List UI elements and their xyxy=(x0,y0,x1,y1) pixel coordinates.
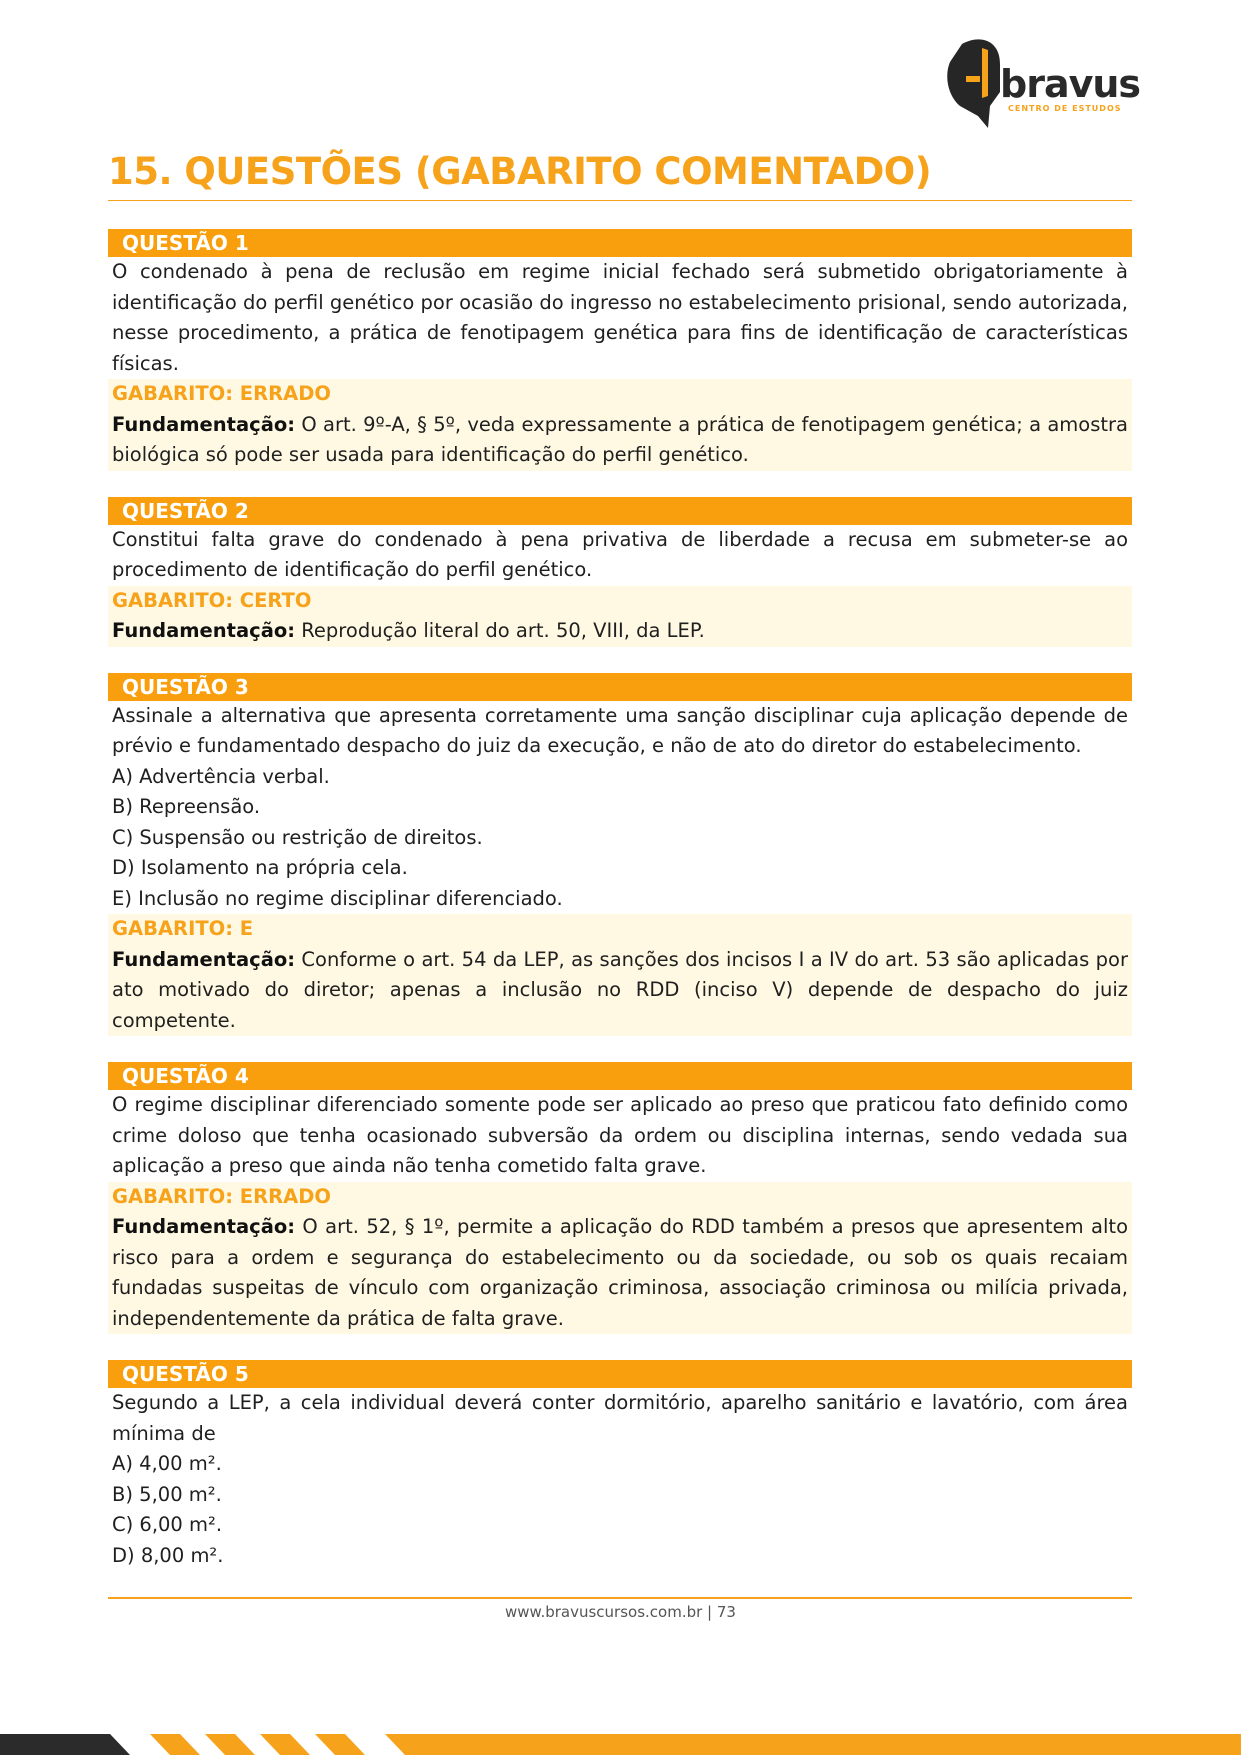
option-a: A) Advertência verbal. xyxy=(112,764,330,788)
answer-label: GABARITO: ERRADO xyxy=(112,1184,331,1208)
option-c: C) 6,00 m². xyxy=(112,1513,223,1537)
option-a: A) 4,00 m². xyxy=(112,1452,222,1476)
footer-text: www.bravuscursos.com.br | 73 xyxy=(505,1603,736,1621)
answer-label: GABARITO: CERTO xyxy=(112,588,312,612)
option-b: B) Repreensão. xyxy=(112,795,261,819)
basis-label: Fundamentação: xyxy=(112,412,296,436)
options-list xyxy=(108,762,1132,915)
question-text: Constitui falta grave do condenado à pena privativa de liberdade a recusa em submeter-se ao procedimento de identificação do perfil genético. xyxy=(112,527,1128,582)
document-body xyxy=(108,150,1132,1571)
decorative-stripe-band xyxy=(0,1726,1241,1755)
question-text: O regime disciplinar diferenciado somente pode ser aplicado ao preso que praticou fato definido como crime doloso que tenha ocasionado subversão da ordem ou disciplina internas, sendo vedada sua aplicação a preso que ainda não tenha cometido falta grave. xyxy=(112,1093,1128,1178)
basis-body: O art. 52, § 1º, permite a aplicação do RDD também a presos que apresentem alto risco para a ordem e segurança do estabelecimento ou da sociedade, ou sob os quais recaiam fundadas suspeitas de vínculo com organização criminosa, associação criminosa ou milícia privada, independentemente da prática de falta grave. xyxy=(112,1215,1128,1330)
answer-box xyxy=(108,1182,1132,1335)
question-text: Segundo a LEP, a cela individual deverá conter dormitório, aparelho sanitário e lavatório, com área mínima de xyxy=(112,1391,1128,1445)
answer-box xyxy=(108,379,1132,471)
question-header: QUESTÃO 2 xyxy=(108,497,1132,525)
question-header: QUESTÃO 1 xyxy=(108,229,1132,257)
option-d: D) Isolamento na própria cela. xyxy=(112,856,408,880)
option-e: E) Inclusão no regime disciplinar diferenciado. xyxy=(112,886,563,910)
options-list xyxy=(108,1449,1132,1571)
question-text: O condenado à pena de reclusão em regime inicial fechado será submetido obrigatoriamente à identificação do perfil genético por ocasião do ingresso no estabelecimento prisional, sendo autorizada, nesse procedimento, a prática de fenotipagem genética para fins de identificação de características físicas. xyxy=(112,260,1128,375)
question-header: QUESTÃO 4 xyxy=(108,1062,1132,1090)
question-text: Assinale a alternativa que apresenta corretamente uma sanção disciplinar cuja aplicação depende de prévio e fundamentado despacho do juiz da execução, e não de ato do diretor do estabelecimento. xyxy=(112,703,1128,758)
basis-label: Fundamentação: xyxy=(112,619,296,643)
question-4 xyxy=(108,1062,1132,1334)
basis-body: Reprodução literal do art. 50, VIII, da LEP. xyxy=(295,619,705,643)
option-b: B) 5,00 m². xyxy=(112,1482,222,1506)
logo-tagline: CENTRO DE ESTUDOS xyxy=(1008,104,1122,113)
answer-label: GABARITO: E xyxy=(112,917,254,941)
answer-label: GABARITO: ERRADO xyxy=(112,382,331,406)
option-d: D) 8,00 m². xyxy=(112,1543,224,1567)
option-c: C) Suspensão ou restrição de direitos. xyxy=(112,825,483,849)
basis-text xyxy=(112,616,1128,647)
question-2 xyxy=(108,497,1132,647)
question-1 xyxy=(108,229,1132,471)
answer-box xyxy=(108,586,1132,647)
question-3 xyxy=(108,673,1132,1037)
answer-box xyxy=(108,914,1132,1036)
question-header: QUESTÃO 3 xyxy=(108,673,1132,701)
logo-wordmark: bravus xyxy=(1000,62,1141,106)
footer-divider xyxy=(108,1597,1132,1599)
basis-label: Fundamentação: xyxy=(112,1215,296,1239)
basis-text xyxy=(112,945,1128,1037)
page-title: 15. QUESTÕES (GABARITO COMENTADO) xyxy=(108,150,1132,201)
basis-body: O art. 9º-A, § 5º, veda expressamente a prática de fenotipagem genética; a amostra biológica só pode ser usada para identificação do perfil genético. xyxy=(112,412,1128,467)
question-header: QUESTÃO 5 xyxy=(108,1360,1132,1388)
question-5 xyxy=(108,1360,1132,1571)
basis-label: Fundamentação: xyxy=(112,947,296,971)
basis-body: Conforme o art. 54 da LEP, as sanções dos incisos I a IV do art. 53 são aplicadas por ato motivado do diretor; apenas a inclusão no RDD (inciso V) depende de despacho do juiz competente. xyxy=(112,947,1128,1032)
basis-text xyxy=(112,410,1128,471)
basis-text xyxy=(112,1212,1128,1334)
